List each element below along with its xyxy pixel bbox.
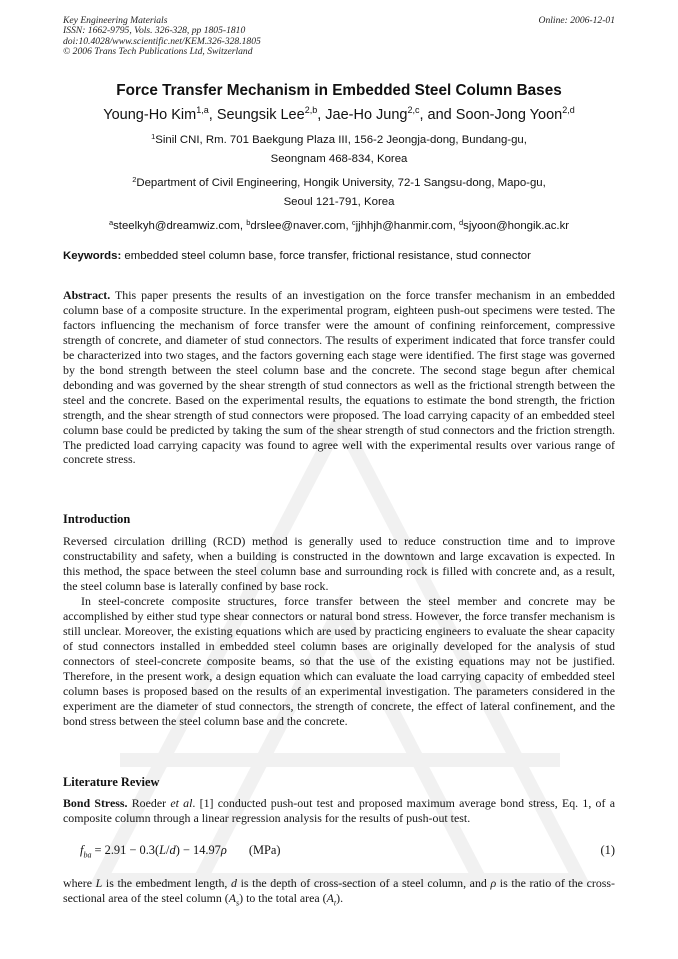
email-sup: a — [108, 218, 114, 227]
text-run-italic: d — [231, 876, 237, 890]
affil-text: Sinil CNI, Rm. 701 Baekgung Plaza III, 156-2 Jeongja-dong, Bundang-gu, — [155, 134, 527, 146]
text-run-italic: A — [228, 890, 237, 905]
eq-text: / — [166, 843, 170, 857]
affiliation-1-line-2: Seongnam 468-834, Korea — [270, 153, 408, 165]
author-separator: , and — [419, 107, 456, 123]
author-affil-sup: 1,a — [196, 105, 209, 115]
author-name: Jae-Ho Jung — [325, 107, 408, 123]
text-run: where — [63, 876, 96, 890]
email-sup: d — [458, 218, 464, 227]
eq-unit: (MPa) — [248, 843, 281, 857]
author-separator: , — [317, 107, 326, 123]
eq-symbol: d — [169, 843, 176, 857]
author-name: Soon-Jong Yoon — [455, 107, 563, 123]
subscript: t — [333, 898, 337, 908]
keywords-text: embedded steel column base, force transfer, frictional resistance, stud connector — [121, 250, 531, 262]
keywords — [63, 250, 615, 262]
paper-title: Force Transfer Mechanism in Embedded Steel Column Bases — [116, 82, 562, 99]
email-link[interactable]: jjhhjh@hanmir.com, — [355, 220, 459, 232]
affiliation-2-line-1 — [63, 175, 615, 189]
text-run: . [1] conducted push-out test and proposed maximum average bond stress, Eq. 1, of a composite column through a linear regression analysis for the results of push-out test. — [63, 796, 615, 825]
eq-symbol: L — [159, 843, 167, 857]
affil-sup: 2 — [132, 175, 137, 184]
text-run-italic: ρ — [490, 876, 497, 890]
email-link[interactable]: steelkyh@dreamwiz.com, — [113, 220, 247, 232]
text-run-italic: L — [95, 876, 103, 890]
abstract-text: This paper presents the results of an investigation on the force transfer mechanism in an embedded column base of a composite structure. In the experimental program, eighteen push-out specimens were tested. The factors influencing the mechanism of force transfer were the amount of confining reinforcement, compressive strength of concrete, and diameter of stud connectors. The results of experiment indicated that force transfer could be characterized into two stages, and the factors governing each stage were identified. The first stage was governed by the bond strength between the steel column base and the concrete. The second stage begun after chemical debonding and was governed by the shear strength of stud connectors as well as the frictional strength between the steel and the concrete. Based on the experimental results, the equations to estimate the bond strength, the friction strength, and the shear strength of stud connectors were proposed. The load carrying capacity of an embedded steel column base could be predicted by taking the sum of the shear strength of stud connectors and the friction strength. The predicted load carrying capacity was found to agree well with the experimental results over various range of concrete stress. — [63, 288, 615, 467]
eq-text: ) − 14.97 — [175, 843, 221, 857]
equation-number: (1) — [600, 843, 615, 857]
online-date: Online: 2006-12-01 — [538, 15, 615, 26]
eq-symbol: f — [80, 843, 84, 857]
affiliation-2-line-2: Seoul 121-791, Korea — [283, 196, 395, 208]
definition-paragraph — [63, 876, 615, 911]
email-sup: c — [351, 218, 356, 227]
affil-text: Department of Civil Engineering, Hongik University, 72-1 Sangsu-dong, Mapo-gu, — [136, 177, 546, 189]
text-run: ) to the total area ( — [239, 890, 327, 905]
affil-sup: 1 — [151, 132, 156, 141]
eq-symbol: ρ — [220, 843, 227, 857]
text-run: ). — [336, 890, 344, 905]
doi-line[interactable]: doi:10.4028/www.scientific.net/KEM.326-328.1805 — [63, 35, 261, 47]
author-name: Seungsik Lee — [216, 107, 305, 123]
abstract — [63, 288, 615, 467]
abstract-label: Abstract. — [63, 288, 111, 302]
bond-stress-label: Bond Stress. — [63, 796, 128, 810]
intro-paragraph-1: Reversed circulation drilling (RCD) method is generally used to reduce construction time and to improve constructability and safety, when a building is constructed in the downtown and large excavation is expected. In this method, the space between the steel column base and surrounding rock is filled with concrete and, as a result, the steel column base is laterally confined by base rock. — [63, 534, 615, 593]
text-run: is the depth of cross-section of a steel column, and — [236, 876, 491, 890]
issn-line: ISSN: 1662-9795, Vols. 326-328, pp 1805-1810 — [63, 25, 246, 37]
subscript: s — [236, 898, 240, 908]
text-run-italic: et al — [170, 796, 193, 810]
keywords-label: Keywords: — [63, 250, 122, 262]
text-run-italic: A — [326, 890, 334, 905]
text-run: Roeder — [127, 796, 171, 810]
journal-header — [63, 16, 615, 58]
copyright-line: © 2006 Trans Tech Publications Ltd, Switzerland — [63, 46, 253, 58]
author-separator: , — [208, 107, 217, 123]
section-heading-literature-review: Literature Review — [63, 775, 160, 789]
eq-text: = 2.91 − 0.3( — [91, 843, 160, 857]
email-link[interactable]: sjyoon@hongik.ac.kr — [463, 220, 570, 232]
text-run: is the ratio of the cross-sectional area of the steel column ( — [63, 876, 615, 905]
eq-subscript: ba — [83, 850, 92, 860]
author-affil-sup: 2,d — [562, 105, 575, 115]
author-list — [63, 105, 615, 123]
equation-1 — [80, 843, 615, 859]
author-affil-sup: 2,c — [407, 105, 420, 115]
journal-name: Key Engineering Materials — [63, 15, 168, 26]
section-heading-introduction: Introduction — [63, 512, 131, 526]
author-affil-sup: 2,b — [304, 105, 318, 115]
bond-stress-paragraph — [63, 796, 615, 826]
intro-paragraph-2: In steel-concrete composite structures, force transfer between the steel member and concrete may be accomplished by either stud type shear connectors or natural bond stress. However, the force transfer mechanism is still unclear. Moreover, the existing equations which are used by practicing engineers to evaluate the shear capacity of stud connectors installed in embedded steel column bases are originally developed for the analysis of stud connectors of steel-concrete composite beams, so that the use of the existing equations may not be justified. Therefore, in the present work, a design equation which can evaluate the load carrying capacity of embedded steel column bases is proposed based on the results of an experimental investigation. The parameters considered in the experiment are the diameter of stud connectors, the strength of concrete, the effect of lateral confinement, and the bond stress between the steel column base and the concrete. — [63, 594, 615, 728]
text-run: is the embedment length, — [102, 876, 232, 890]
email-sup: b — [246, 218, 251, 227]
author-name: Young-Ho Kim — [103, 107, 197, 123]
email-link[interactable]: drslee@naver.com, — [250, 220, 352, 232]
email-line — [63, 218, 615, 232]
affiliation-1-line-1 — [63, 132, 615, 146]
